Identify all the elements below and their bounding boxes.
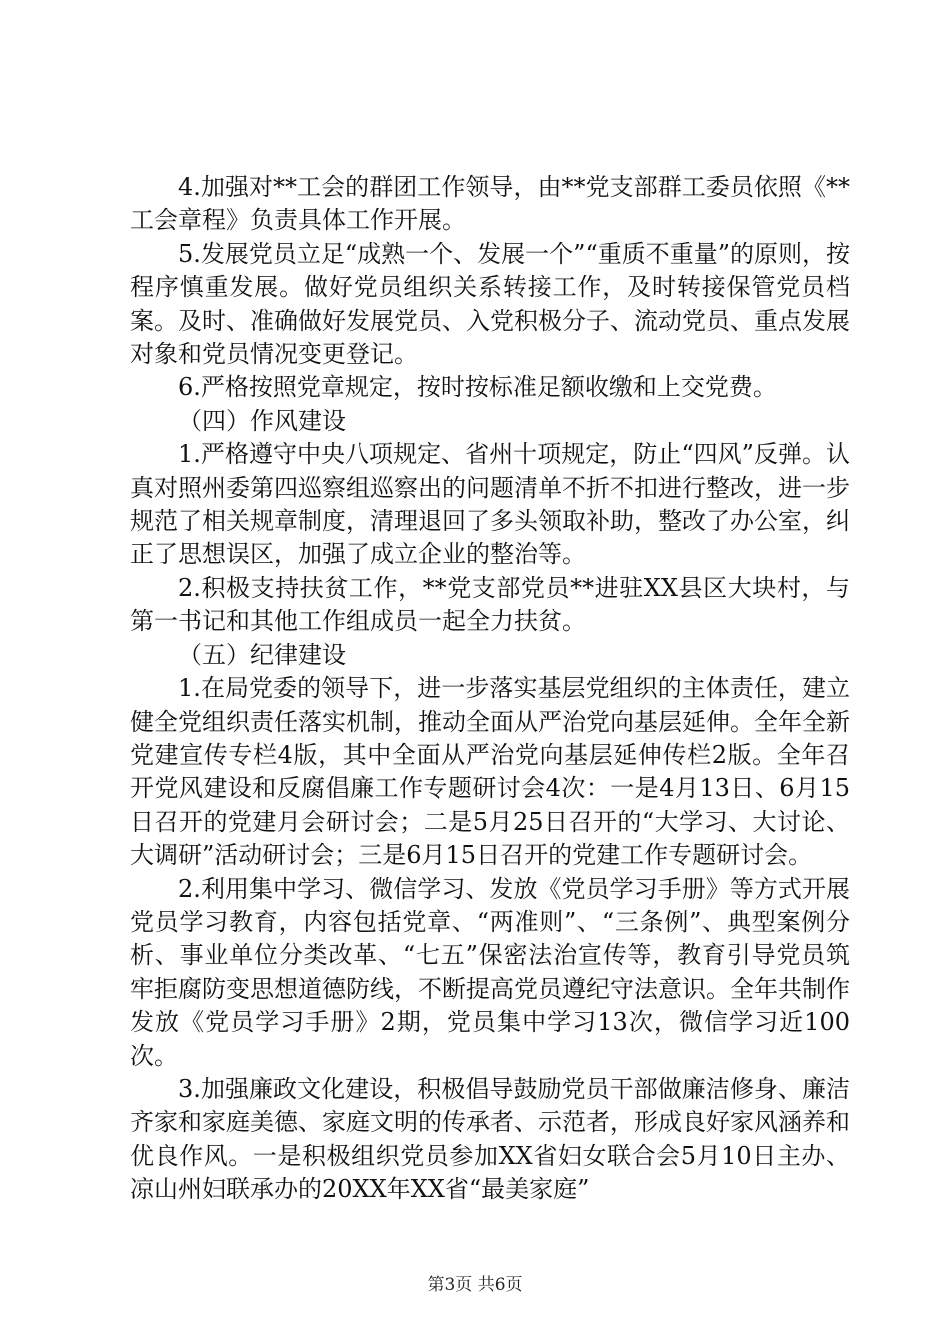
page-footer xyxy=(0,1270,950,1295)
paragraph-discipline-2: 2.利用集中学习、微信学习、发放《党员学习手册》等方式开展党员学习教育，内容包括党章、“两准则”、“三条例”、典型案例分析、事业单位分类改革、“七五”保密法治宣传等，教育引导党员筑牢拒腐防变思想道德防线，不断提高党员遵纪守法意识。全年共制作发放《党员学习手册》2期，党员集中学习13次，微信学习近100次。 xyxy=(130,874,850,1070)
paragraph-discipline-1: 1.在局党委的领导下，进一步落实基层党组织的主体责任，建立健全党组织责任落实机制，推动全面从严治党向基层延伸。全年全新党建宣传专栏4版，其中全面从严治党向基层延伸传栏2版。全年召开党风建设和反腐倡廉工作专题研讨会4次：一是4月13日、6月15日召开的党建月会研讨会；二是5月25日召开的“大学习、大讨论、大调研”活动研讨会；三是6月15日召开的党建工作专题研讨会。 xyxy=(130,674,850,870)
page-number: 第3页 共6页 xyxy=(427,1275,523,1295)
paragraph-discipline-3: 3.加强廉政文化建设，积极倡导鼓励党员干部做廉洁修身、廉洁齐家和家庭美德、家庭文明的传承者、示范者，形成良好家风涵养和优良作风。一是积极组织党员参加XX省妇女联合会5月10日主办、凉山州妇联承办的20XX年XX省“最美家庭” xyxy=(130,1074,850,1204)
document-body xyxy=(130,171,850,1207)
paragraph-6: 6.严格按照党章规定，按时按标准足额收缴和上交党费。 xyxy=(178,373,777,402)
paragraph-5: 5.发展党员立足“成熟一个、发展一个”“重质不重量”的原则，按程序慎重发展。做好党员组织关系转接工作，及时转接保管党员档案。及时、准确做好发展党员、入党积极分子、流动党员、重点发展对象和党员情况变更登记。 xyxy=(130,239,850,369)
paragraph-4: 4.加强对**工会的群团工作领导，由**党支部群工委员依照《**工会章程》负责具体工作开展。 xyxy=(130,173,850,235)
section-heading-5: （五）纪律建设 xyxy=(178,640,346,669)
paragraph-style-2: 2.积极支持扶贫工作，**党支部党员**进驻XX县区大块村，与第一书记和其他工作组成员一起全力扶贫。 xyxy=(130,573,850,636)
paragraph-style-1: 1.严格遵守中央八项规定、省州十项规定，防止“四风”反弹。认真对照州委第四巡察组巡察出的问题清单不折不扣进行整改，进一步规范了相关规章制度，清理退回了多头领取补助，整改了办公室，纠正了思想误区，加强了成立企业的整治等。 xyxy=(130,440,850,569)
section-heading-4: （四）作风建设 xyxy=(178,406,346,435)
